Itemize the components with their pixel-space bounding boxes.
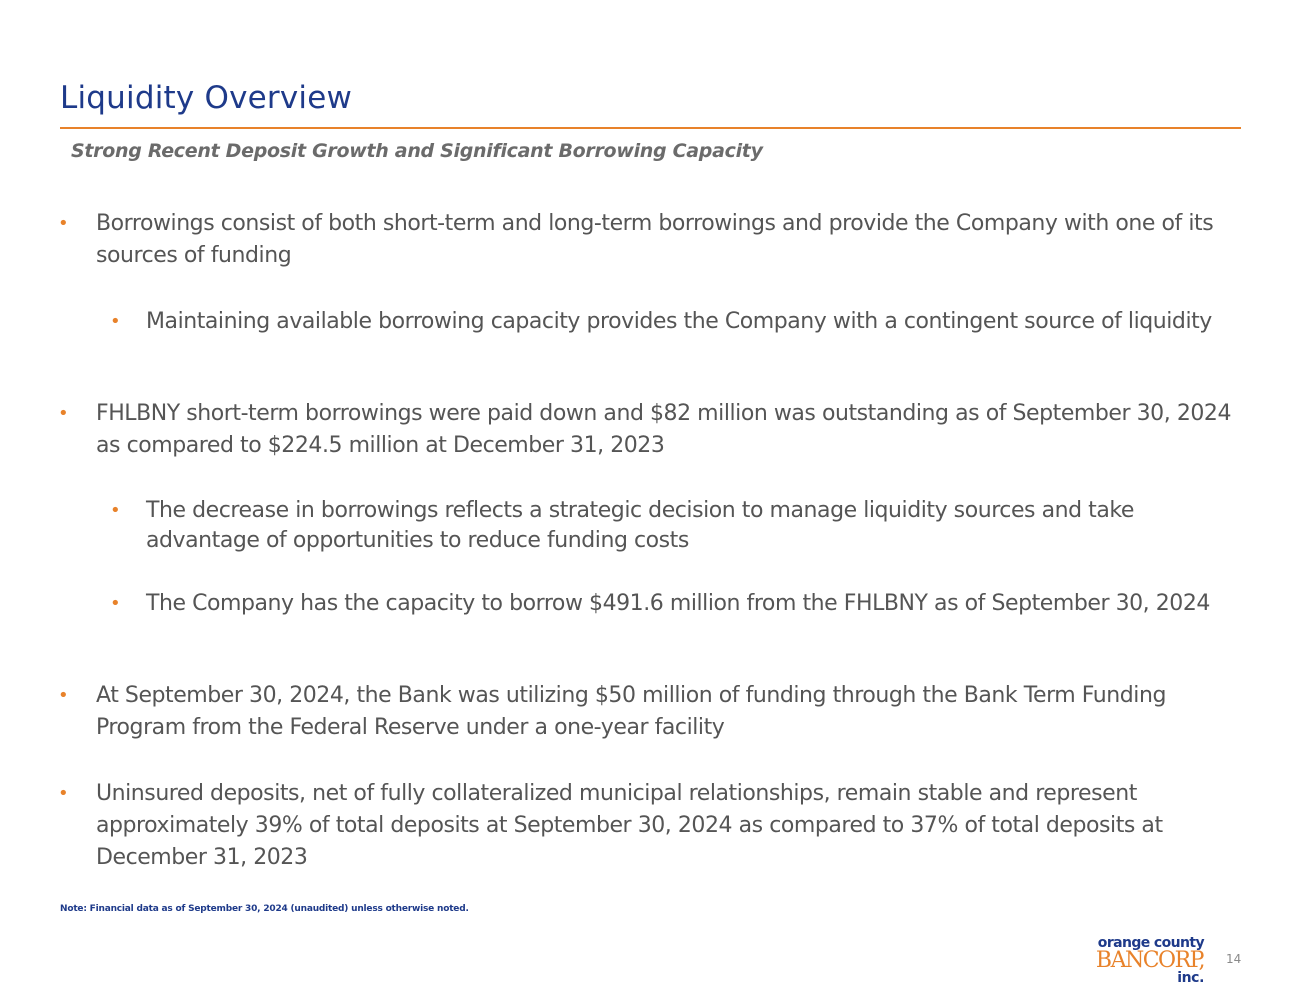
bullet-icon: • [58, 403, 69, 424]
bullet-item [58, 398, 1246, 462]
logo-line-orange-county: orange county [1097, 935, 1204, 951]
bullet-icon: • [110, 500, 121, 521]
bullet-item [58, 680, 1246, 744]
logo-line-inc: inc. [1177, 970, 1204, 986]
bullet-icon: • [58, 783, 69, 804]
logo-line-bancorp: BANCORP, [1095, 948, 1204, 973]
sub-bullet-item [110, 307, 1251, 337]
slide-title: Liquidity Overview [60, 80, 353, 116]
bullet-icon: • [58, 213, 69, 234]
bullet-text: Uninsured deposits, net of fully collateralized municipal relationships, remain stable and represent approximately 39% of total deposits at September 30, 2024 as compared to 37% of total deposits at December 31, 2023 [96, 781, 1163, 870]
bullet-text: Borrowings consist of both short-term and long-term borrowings and provide the Company with one of its sources of funding [96, 211, 1214, 268]
footnote: Note: Financial data as of September 30, 2024 (unaudited) unless otherwise noted. [60, 904, 469, 914]
bullet-text: At September 30, 2024, the Bank was utilizing $50 million of funding through the Bank Term Funding Program from the Federal Reserve under a one-year facility [96, 683, 1166, 740]
bullet-icon: • [110, 593, 121, 614]
sub-bullet-item [110, 589, 1251, 619]
bullet-text: The Company has the capacity to borrow $491.6 million from the FHLBNY as of September 30, 2024 [146, 591, 1210, 616]
page-number: 14 [1226, 952, 1242, 966]
company-logo [1086, 936, 1204, 986]
bullet-text: FHLBNY short-term borrowings were paid down and $82 million was outstanding as of September 30, 2024 as compared to $224.5 million at December 31, 2023 [96, 401, 1232, 458]
slide-subtitle: Strong Recent Deposit Growth and Significant Borrowing Capacity [71, 140, 763, 162]
bullet-text: Maintaining available borrowing capacity provides the Company with a contingent source of liquidity [146, 309, 1212, 334]
bullet-item [58, 778, 1246, 874]
sub-bullet-item [110, 496, 1251, 556]
bullet-item [58, 208, 1246, 272]
bullet-text: The decrease in borrowings reflects a strategic decision to manage liquidity sources and take advantage of opportunities to reduce funding costs [146, 498, 1134, 553]
bullet-icon: • [58, 685, 69, 706]
bullet-icon: • [110, 311, 121, 332]
